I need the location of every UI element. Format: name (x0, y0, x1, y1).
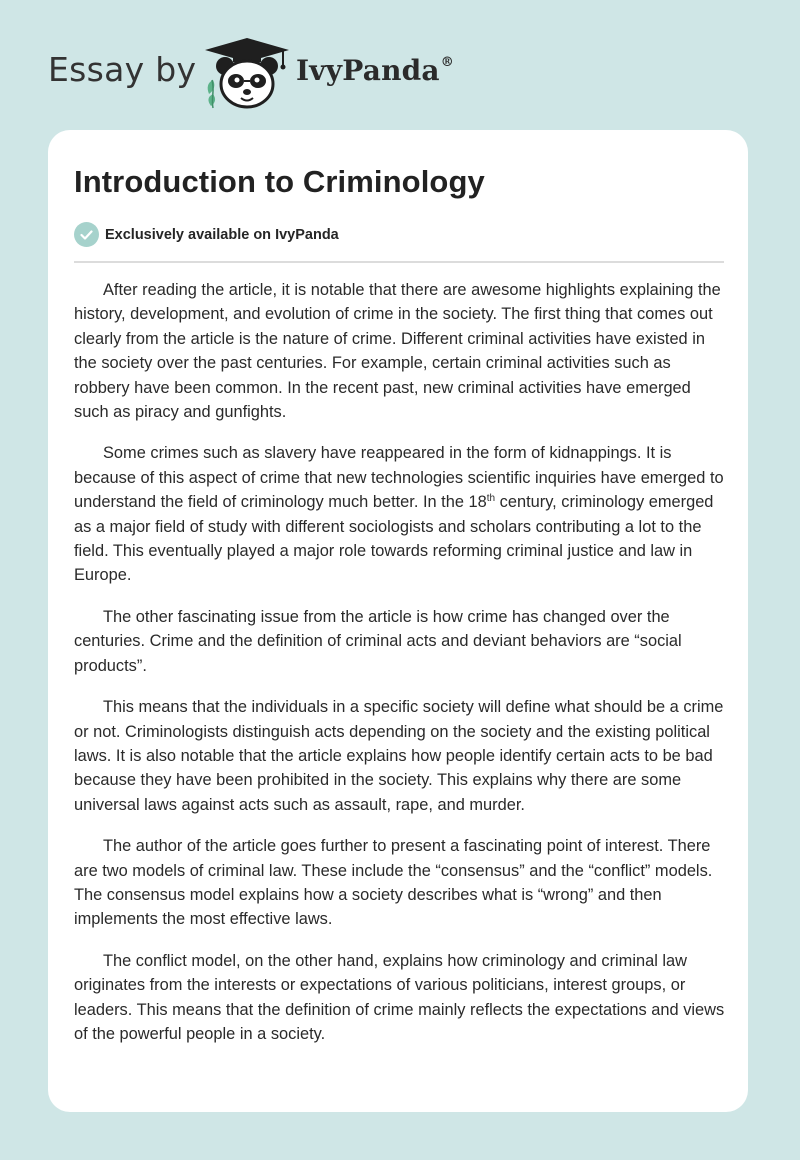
paragraph: The other fascinating issue from the article is how crime has changed over the centuries. Crime and the definition of criminal acts and deviant behaviors are “social products”. (74, 607, 682, 675)
divider (74, 261, 724, 263)
ordinal-suffix: th (486, 493, 496, 505)
paragraph: After reading the article, it is notable that there are awesome highlights explaining the history, development, and evolution of crime in the society. The first thing that comes out clearly from the article is the nature of crime. Different criminal activities have existed in the society over the past centuries. For example, certain criminal activities such as robbery have been common. In the recent past, new criminal activities have emerged such as piracy and gunfights. (74, 281, 721, 422)
exclusive-badge (74, 222, 339, 247)
exclusive-badge-label: Exclusively available on IvyPanda (105, 226, 339, 243)
essay-body (74, 278, 726, 1063)
check-icon (74, 222, 99, 247)
paragraph-text: Some crimes such as slavery have reappeared in the form of kidnappings. It is because of this aspect of crime that new technologies scientific inquiries have emerged to understand the field of criminology much better. In the 18 (74, 444, 724, 512)
essay-by-label: Essay by (48, 50, 197, 89)
ivypanda-logo-icon[interactable] (203, 36, 291, 110)
paragraph: The conflict model, on the other hand, explains how criminology and criminal law originates from the interests or expectations of various politicians, interest groups, or leaders. This means that the definition of crime mainly reflects the expectations and views of the powerful people in a society. (74, 951, 725, 1043)
essay-card (48, 130, 748, 1112)
brand-name: IvyPanda (296, 54, 440, 87)
paragraph: This means that the individuals in a specific society will define what should be a crime or not. Criminologists distinguish acts depending on the society and the existing political laws. It is also notable that the article explains how people identify certain acts to be bad because they have been prohibited in the society. This explains why there are some universal laws against acts such as assault, rape, and murder. (74, 698, 724, 814)
site-header (48, 36, 648, 116)
registered-mark: ® (440, 55, 454, 70)
page-title: Introduction to Criminology (74, 164, 485, 199)
paragraph (74, 441, 726, 587)
paragraph: The author of the article goes further to present a fascinating point of interest. There are two models of criminal law. These include the “consensus” and the “conflict” models. The consensus model explains how a society describes what is “wrong” and then implements the most effective laws. (74, 837, 713, 929)
ivypanda-brand[interactable] (296, 54, 454, 87)
paragraph-text: century, criminology emerged as a major field of study with different sociologists and scholars contributing a lot to the field. This eventually played a major role towards reforming criminal justice and law in Europe. (74, 493, 714, 585)
